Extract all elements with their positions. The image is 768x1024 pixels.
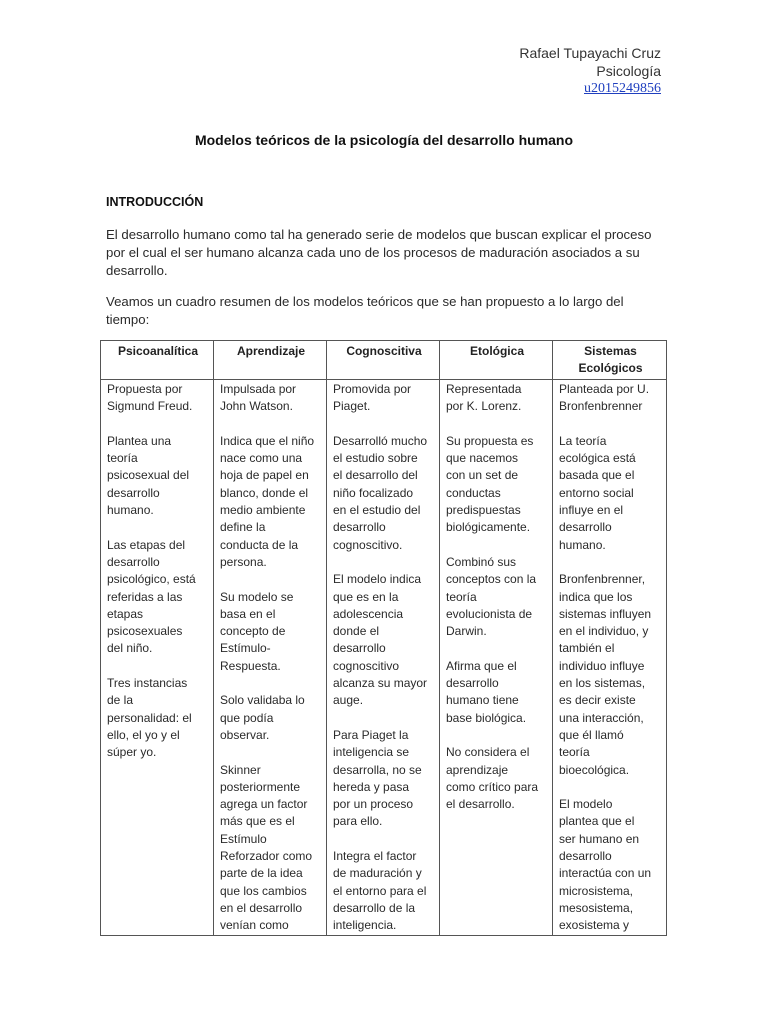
cell-text-line: desarrollo (559, 849, 612, 864)
cell-text-line: Sigmund Freud. (107, 399, 193, 414)
cell-text-line: el estudio sobre (333, 451, 418, 466)
cell-text-line: auge. (333, 693, 364, 708)
cell-text-line: del niño. (107, 641, 153, 656)
cell-text-line: súper yo. (107, 745, 157, 760)
cell-text-line: concepto de (220, 624, 286, 639)
cell-text-line: por K. Lorenz. (446, 399, 522, 414)
cell-text-line: agrega un factor (220, 797, 308, 812)
cell-text-line: Su propuesta es (446, 433, 534, 448)
cell-text-line (333, 416, 435, 433)
cell-text-line: inteligencia se (333, 745, 410, 760)
cell-text-line: Bronfenbrenner, (559, 572, 646, 587)
cell-text-line: sistemas influyen (559, 606, 652, 621)
cell-text-line: bioecológica. (559, 762, 630, 777)
cell-text-line: Las etapas del (107, 537, 186, 552)
cell-text-line (559, 779, 662, 796)
cell-text-line (107, 416, 209, 433)
models-table (100, 340, 667, 936)
cell-text-line (220, 571, 322, 588)
cell-text-line: Impulsada por (220, 382, 297, 396)
cell-text-line: desarrollo (333, 520, 386, 535)
cell-text-line: parte de la idea (220, 866, 303, 881)
cell-text-line: basa en el (220, 606, 276, 621)
cell-text-line: el desarrollo del (333, 468, 418, 483)
cell-text-line: entorno social (559, 485, 634, 500)
cell-text-line: en los sistemas, (559, 676, 646, 691)
cell-text-line (559, 416, 662, 433)
cell-text-line (220, 675, 322, 692)
cell-text-line (559, 554, 662, 571)
cell-text-line: venían como (220, 918, 289, 933)
cell-text-line: Respuesta. (220, 658, 281, 673)
column-header-line: Sistemas (584, 344, 637, 358)
cell-text-line (446, 537, 548, 554)
cell-text-line (107, 658, 209, 675)
cell-text-line: Propuesta por (107, 382, 183, 396)
cell-text-line: Estímulo- (220, 641, 271, 656)
cell-text-line: alcanza su mayor (333, 676, 428, 691)
cell-text-line: John Watson. (220, 399, 293, 414)
cell-text-line: conductas (446, 485, 501, 500)
cell-text-line: con un set de (446, 468, 519, 483)
cell-text-line: desarrollo (446, 676, 499, 691)
column-header (553, 341, 667, 380)
cell-text-line: desarrollo (107, 485, 160, 500)
table-cell (327, 380, 440, 936)
cell-text-line: ser humano en (559, 831, 640, 846)
cell-text-line: Plantea una (107, 433, 172, 448)
column-header-line: Psicoanalítica (117, 344, 199, 358)
cell-text-line: Reforzador como (220, 849, 313, 864)
cell-text-line: psicológico, está (107, 572, 196, 587)
cell-text-line: una interacción, (559, 710, 644, 725)
cell-text-line (446, 640, 548, 657)
document-title: Modelos teóricos de la psicología del desarrollo humano (194, 132, 574, 148)
lead-paragraph (106, 293, 666, 329)
column-header (101, 341, 214, 380)
column-header-line: Aprendizaje (236, 344, 305, 358)
cell-text-line: donde el (333, 624, 380, 639)
cell-text-line: conceptos con la (446, 572, 537, 587)
cell-text-line: Combinó sus (446, 554, 517, 569)
cell-text-line: mesosistema, (559, 900, 634, 915)
cell-text-line: blanco, donde el (220, 485, 309, 500)
cell-text-line: que nacemos (446, 451, 519, 466)
cell-text-line (107, 519, 209, 536)
cell-text-line: medio ambiente (220, 503, 306, 518)
cell-text-line: Estímulo (220, 831, 267, 846)
column-header-line: Cognoscitiva (346, 344, 422, 358)
cell-text-line: es decir existe (559, 693, 636, 708)
cell-text-line: cognoscitivo. (333, 537, 403, 552)
intro-line: por el cual el ser humano alcanza cada uno de los procesos de maduración asociados a su (106, 245, 640, 260)
cell-text-line (333, 554, 435, 571)
intro-line: El desarrollo humano como tal ha generado serie de modelos que buscan explicar el proceso (106, 227, 652, 242)
cell-text-line: Tres instancias (107, 676, 188, 691)
cell-text-line: el entorno para el (333, 883, 427, 898)
cell-text-line (446, 727, 548, 744)
table-cell (101, 380, 214, 936)
cell-text-line: teoría (559, 745, 590, 760)
cell-text-line: No considera el (446, 745, 530, 760)
intro-line: desarrollo. (106, 263, 168, 278)
cell-text-line: que podía (220, 710, 274, 725)
cell-text-line: etapas (107, 606, 144, 621)
cell-text-line: desarrollo (107, 554, 160, 569)
cell-text-line: Piaget. (333, 399, 371, 414)
cell-text-line: Su modelo se (220, 589, 294, 604)
section-heading: INTRODUCCIÓN (106, 195, 204, 209)
cell-text-line: humano. (107, 503, 154, 518)
cell-text-line: adolescencia (333, 606, 404, 621)
cell-text-line: plantea que el (559, 814, 635, 829)
table-cell (553, 380, 667, 936)
cell-text-line: niño focalizado (333, 485, 414, 500)
table-row (101, 380, 667, 936)
author-header (519, 44, 661, 98)
author-name: Rafael Tupayachi Cruz (519, 45, 661, 61)
cell-text-line: Integra el factor (333, 849, 417, 864)
cell-text-line: hereda y pasa (333, 779, 410, 794)
table-cell (440, 380, 553, 936)
cell-text-line: para ello. (333, 814, 383, 829)
cell-text-line: Bronfenbrenner (559, 399, 643, 414)
cell-text-line: Darwin. (446, 624, 487, 639)
cell-text-line: El modelo indica (333, 572, 422, 587)
cell-text-line: referidas a las (107, 589, 183, 604)
cell-text-line: cognoscitivo (333, 658, 400, 673)
cell-text-line: persona. (220, 554, 267, 569)
intro-paragraph (106, 226, 666, 280)
cell-text-line: inteligencia. (333, 918, 397, 933)
cell-text-line: teoría (107, 451, 138, 466)
cell-text-line: que los cambios (220, 883, 307, 898)
cell-text-line: en el estudio del (333, 503, 421, 518)
cell-text-line: Skinner (220, 762, 261, 777)
cell-text-line: define la (220, 520, 266, 535)
cell-text-line: el desarrollo. (446, 797, 515, 812)
cell-text-line: también el (559, 641, 615, 656)
cell-text-line: más que es el (220, 814, 295, 829)
cell-text-line: Representada (446, 382, 522, 396)
column-header (327, 341, 440, 380)
table-cell (214, 380, 327, 936)
cell-text-line: microsistema, (559, 883, 634, 898)
cell-text-line (220, 416, 322, 433)
cell-text-line: evolucionista de (446, 606, 533, 621)
cell-text-line (333, 710, 435, 727)
cell-text-line: Solo validaba lo (220, 693, 305, 708)
column-header-line: Ecológicos (578, 361, 643, 375)
column-header (440, 341, 553, 380)
cell-text-line (220, 744, 322, 761)
cell-text-line: conducta de la (220, 537, 299, 552)
cell-text-line: psicosexual del (107, 468, 190, 483)
cell-text-line: de maduración y (333, 866, 422, 881)
cell-text-line: por un proceso (333, 797, 414, 812)
cell-text-line: La teoría (559, 433, 607, 448)
cell-text-line: biológicamente. (446, 520, 531, 535)
cell-text-line: ello, el yo y el (107, 727, 180, 742)
cell-text-line: teoría (446, 589, 477, 604)
cell-text-line: Planteada por U. (559, 382, 650, 396)
cell-text-line: base biológica. (446, 710, 527, 725)
column-header-line: Etológica (469, 344, 524, 358)
cell-text-line: individuo influye (559, 658, 645, 673)
student-code-link[interactable]: u2015249856 (584, 81, 661, 96)
cell-text-line: desarrollo (333, 641, 386, 656)
cell-text-line: personalidad: el (107, 710, 192, 725)
cell-text-line: hoja de papel en (220, 468, 309, 483)
cell-text-line: desarrolla, no se (333, 762, 422, 777)
cell-text-line: humano tiene (446, 693, 519, 708)
cell-text-line: aprendizaje (446, 762, 509, 777)
course-name: Psicología (596, 63, 661, 79)
cell-text-line: indica que los (559, 589, 633, 604)
cell-text-line: nace como una (220, 451, 303, 466)
cell-text-line: El modelo (559, 797, 613, 812)
cell-text-line: Desarrolló mucho (333, 433, 428, 448)
cell-text-line: influye en el (559, 503, 624, 518)
table-header-row (101, 341, 667, 380)
cell-text-line: basada que el (559, 468, 635, 483)
cell-text-line: desarrollo de la (333, 900, 416, 915)
cell-text-line: desarrollo (559, 520, 612, 535)
cell-text-line: como crítico para (446, 779, 539, 794)
cell-text-line: interactúa con un (559, 866, 652, 881)
cell-text-line: ecológica está (559, 451, 636, 466)
cell-text-line: que él llamó (559, 727, 624, 742)
column-header (214, 341, 327, 380)
cell-text-line: posteriormente (220, 779, 301, 794)
cell-text-line: predispuestas (446, 503, 521, 518)
cell-text-line: psicosexuales (107, 624, 183, 639)
lead-line: tiempo: (106, 312, 150, 327)
cell-text-line: de la (107, 693, 134, 708)
lead-line: Veamos un cuadro resumen de los modelos teóricos que se han propuesto a lo largo del (106, 294, 624, 309)
cell-text-line (446, 416, 548, 433)
cell-text-line: en el desarrollo (220, 900, 303, 915)
cell-text-line: exosistema y (559, 918, 630, 933)
cell-text-line: Indica que el niño (220, 433, 315, 448)
cell-text-line: en el individuo, y (559, 624, 649, 639)
cell-text-line: que es en la (333, 589, 399, 604)
cell-text-line: Para Piaget la (333, 727, 409, 742)
cell-text-line: humano. (559, 537, 606, 552)
cell-text-line: observar. (220, 727, 270, 742)
cell-text-line: Promovida por (333, 382, 412, 396)
cell-text-line (333, 831, 435, 848)
cell-text-line: Afirma que el (446, 658, 517, 673)
